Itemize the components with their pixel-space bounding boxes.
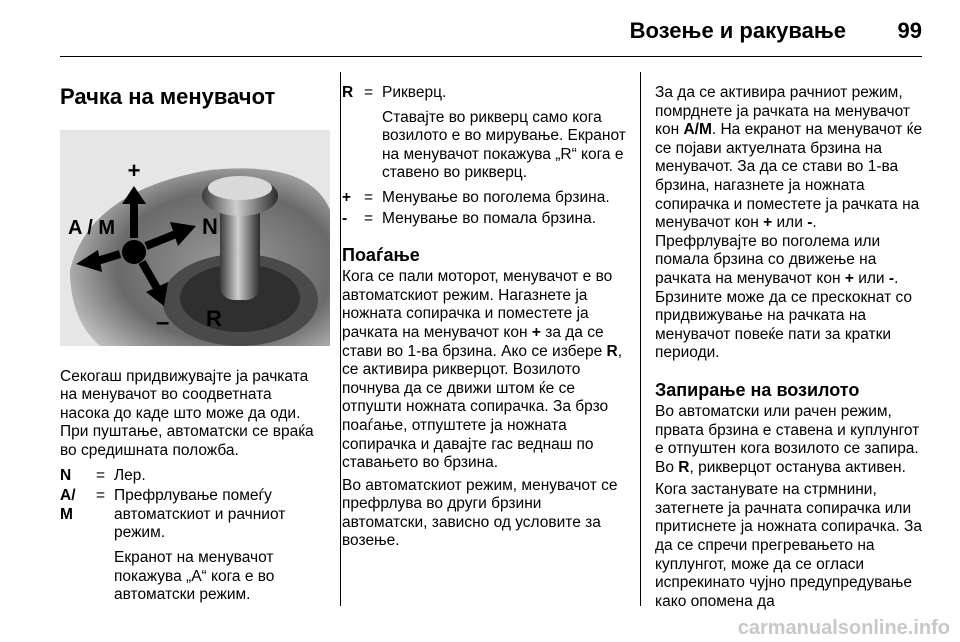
column-2: [342, 70, 630, 555]
definition-item: + = Менување во поголема брзина.: [342, 189, 630, 208]
definition-term: R: [342, 84, 354, 101]
definition-list: [60, 467, 330, 543]
definition-list: [342, 84, 630, 103]
column-divider: [640, 72, 641, 606]
paragraph: За да се активира рачниот режим, помрднете ја рачката на менувачот кон A/M. На екранот на менувачот ќе се појави актуелната брзина на менувачот. За да се стави во 1-ва брзина, нагазнете ја ножната сопирачка и поместете ја рачката на менувачот кон + или -. Префрлувајте во поголема или помала брзина со движење на рачката на менувачот кон + или -. Брзините може да се прескокнат со придвижување на рачката на менувачот повеќе пати за кратки периоди.: [655, 84, 923, 362]
subsection-title: Запирање на возилото: [655, 379, 860, 400]
column-3: [655, 70, 927, 615]
definition-text: Менување во поголема брзина.: [382, 188, 610, 206]
column-divider: [340, 72, 341, 606]
definition-text: Лер.: [114, 466, 146, 484]
label-n: N: [202, 214, 218, 239]
label-plus: +: [127, 158, 141, 183]
paragraph: Кога се пали моторот, менувачот е во автоматскиот режим. Нагазнете ја ножната сопирачка и поместете ја рачката на менувачот кон + за да се стави во 1-ва брзина. Ако се избере R, се активира рикверцот. Возилото почнува да се движи штом ќе се отпушти ножната сопирачка. За брзо поаѓање, отпуштете ја ножната сопирачка и давајте гас веднаш по ставањето во брзина.: [342, 268, 623, 472]
definition-text: Префрлување помеѓу автоматскиот и рачниот режим.: [114, 487, 286, 542]
watermark: carmanualsonline.info: [737, 617, 950, 639]
label-r: R: [206, 306, 222, 331]
definition-term: A/ M: [60, 487, 76, 523]
definition-term: -: [342, 209, 348, 227]
page-number: 99: [897, 18, 922, 43]
reverse-note: Ставајте во рикверц само кога возилото е во мирување. Екранот на менувачот покажува „R“ кога е ставено во рикверц.: [382, 108, 626, 182]
definition-item: R = Рикверц.: [342, 84, 630, 103]
automatic-mode-note: Екранот на менувачот покажува „A“ кога е во автоматски режим.: [114, 548, 275, 604]
page-header: [60, 14, 922, 54]
subsection-title: Поаѓање: [342, 245, 420, 266]
paragraph: Кога застанувате на стрмнини, затегнете ја рачната сопирачка или притиснете ја ножната сопирачка. За да се спречи прегревањето на куплунгот, може да се огласи испрекинато чујно предупредување како опомена да: [655, 481, 923, 610]
definition-item: - = Менување во помала брзина.: [342, 210, 630, 229]
definition-term: N: [60, 466, 72, 484]
header-rule: [60, 56, 922, 57]
label-am: A / M: [68, 217, 116, 239]
definition-item: A/ M = Префрлување помеѓу автоматскиот и рачниот режим.: [60, 487, 330, 543]
paragraph: Во автоматски или рачен режим, првата брзина е ставена и куплунгот е отпуштен кога возилото се запира. Во R, рикверцот останува активен.: [655, 402, 920, 476]
running-title: Возење и ракување: [629, 18, 846, 43]
definition-text: Менување во помала брзина.: [382, 209, 597, 227]
gear-lever-illustration: [60, 130, 330, 346]
section-title: Рачка на менувачот: [60, 84, 276, 109]
intro-paragraph: Секогаш придвижувајте ја рачката на менувачот во соодветната насока до каде што може да оди. При пуштање, автоматски се враќа во средишната положба.: [60, 367, 314, 459]
definition-item: N = Лер.: [60, 467, 330, 486]
label-minus: –: [156, 309, 170, 336]
paragraph: Во автоматскиот режим, менувачот се префрлува во други брзини автоматски, зависно од условите за возење.: [342, 476, 618, 550]
column-1: [60, 70, 330, 609]
definition-term: +: [342, 188, 352, 206]
definition-list: [342, 189, 630, 228]
definition-text: Рикверц.: [382, 84, 447, 101]
